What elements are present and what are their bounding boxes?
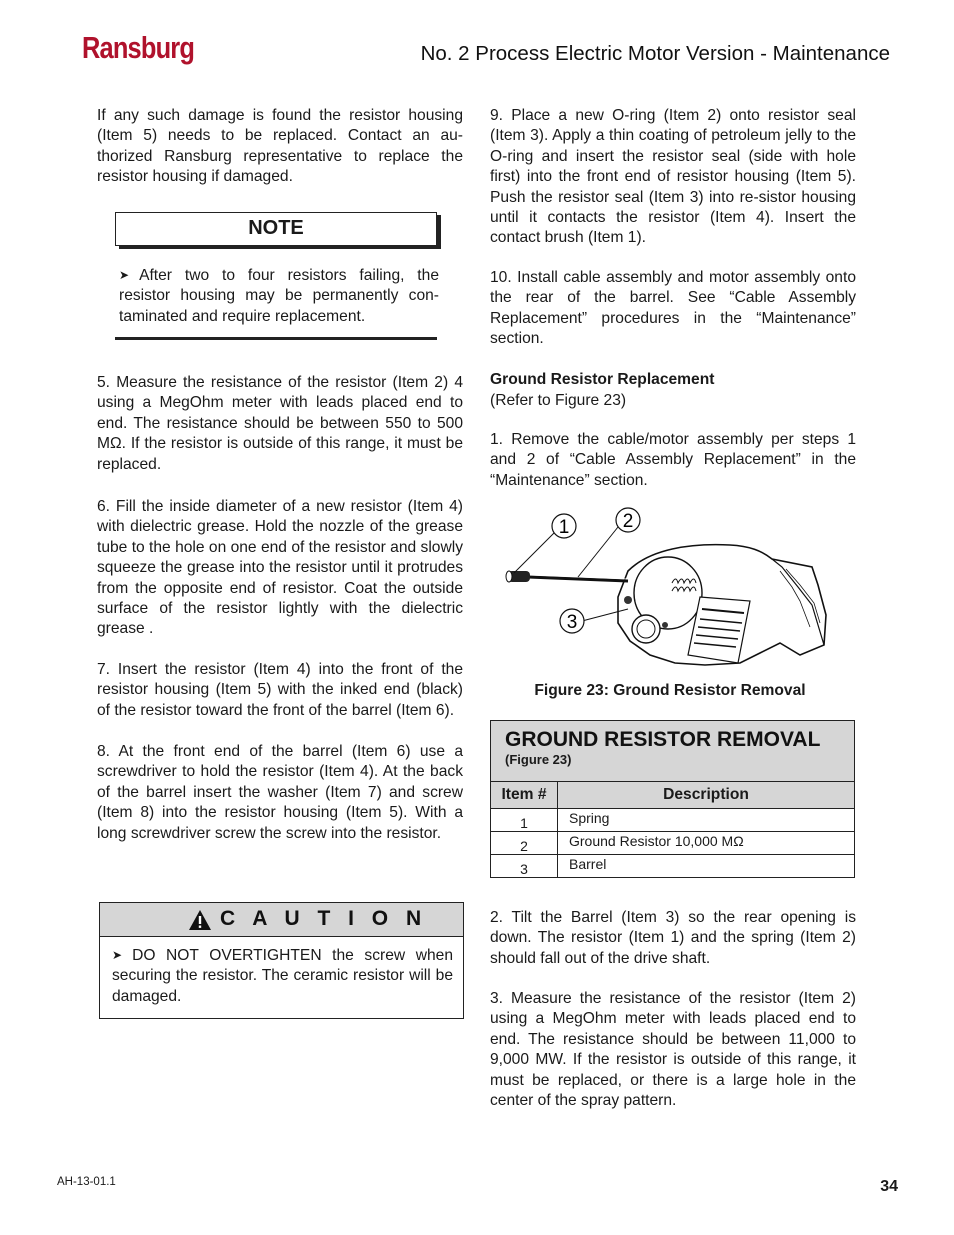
table-row bbox=[491, 855, 854, 877]
page-number: 34 bbox=[880, 1178, 898, 1195]
column-header-description: Description bbox=[663, 786, 749, 803]
table-header bbox=[491, 721, 854, 782]
step-8: 8. At the front end of the barrel (Item 6) use a screwdriver to hold the resistor (Item 4). At the back of the barrel insert the washer (Item 7) and screw (Item 8) into the resistor housing (Item 5). With a long screwdriver screw the screw into the resistor. bbox=[97, 743, 463, 842]
table-column-headers bbox=[491, 782, 854, 809]
step-7: 7. Insert the resistor (Item 4) into the front of the resistor housing (Item 5) with the inked end (black) of the resistor toward the front of the barrel (Item 6). bbox=[97, 661, 463, 719]
section-heading: Ground Resistor Replacement bbox=[490, 371, 715, 388]
brand-logo: Ransburg bbox=[82, 30, 195, 65]
table-subtitle: (Figure 23) bbox=[505, 752, 572, 767]
ground-resistor-figure bbox=[500, 505, 830, 675]
callout-2: 2 bbox=[622, 511, 634, 532]
step-6: 6. Fill the inside diameter of a new resistor (Item 4) with dielectric grease. Hold the nozzle of the grease tube to the hole on one end of the resistor and slowly squeeze the grease into the resistor until it protrudes from the opposite end of resistor. Coat the outside surface of the resistor lightly with the dielectric grease . bbox=[97, 498, 463, 638]
table-row bbox=[491, 809, 854, 832]
caution-text-block bbox=[100, 937, 463, 1007]
caution-header bbox=[100, 903, 463, 937]
step-5: 5. Measure the resistance of the resistor (Item 2) 4 using a MegOhm meter with leads placed end to end. The resistance should be between 550 to 500 MΩ. If the resistor is outside of this range, it must be replaced. bbox=[97, 374, 463, 473]
arrow-bullet-icon: ➤ bbox=[119, 268, 130, 282]
step-9: 9. Place a new O-ring (Item 2) onto resistor seal (Item 3). Apply a thin coating of petroleum jelly to the O-ring and insert the resistor seal (side with hole first) into the front end of resistor housing (Item 5). Push the resistor seal (Item 3) into re-sistor housing until it contacts the resistor (Item 4). Insert the contact brush (Item 1). bbox=[490, 107, 856, 247]
warning-icon bbox=[188, 909, 212, 931]
note-text: After two to four resistors failing, the resistor housing may be permanently con-taminated and require replacement. bbox=[119, 267, 439, 325]
callout-1: 1 bbox=[558, 517, 570, 538]
note-divider bbox=[115, 337, 437, 340]
removal-step-1: 1. Remove the cable/motor assembly per steps 1 and 2 of “Cable Assembly Replacement” in the “Maintenance” section. bbox=[490, 431, 856, 489]
row-item-number: 3 bbox=[491, 855, 558, 877]
note-text-block bbox=[119, 265, 439, 327]
row-item-number: 1 bbox=[491, 809, 558, 831]
row-item-number: 2 bbox=[491, 832, 558, 854]
column-header-item: Item # bbox=[491, 782, 558, 808]
caution-title: C A U T I O N bbox=[220, 907, 428, 930]
page-header-title: No. 2 Process Electric Motor Version - Maintenance bbox=[420, 42, 890, 65]
row-description: Ground Resistor 10,000 MΩ bbox=[569, 833, 744, 849]
table-title: GROUND RESISTOR REMOVAL bbox=[505, 728, 821, 751]
removal-step-3: 3. Measure the resistance of the resistor (Item 2) using a MegOhm meter with leads placed end to end. The resistance should be between 11,000 to 9,000 MW. If the resistor is outside of this range, it must be replaced, or there is a large hole in the center of the spray pattern. bbox=[490, 990, 856, 1110]
table-row bbox=[491, 832, 854, 855]
document-id: AH-13-01.1 bbox=[57, 1176, 116, 1188]
note-heading: NOTE bbox=[115, 212, 437, 246]
callout-3: 3 bbox=[566, 612, 578, 633]
figure-caption: Figure 23: Ground Resistor Removal bbox=[534, 682, 806, 699]
row-description: Barrel bbox=[569, 856, 607, 872]
row-description: Spring bbox=[569, 810, 610, 826]
caution-text: DO NOT OVERTIGHTEN the screw when securing the resistor. The ceramic resistor will be damaged. bbox=[112, 947, 453, 1005]
ground-resistor-table bbox=[490, 720, 855, 878]
step-10: 10. Install cable assembly and motor assembly onto the rear of the barrel. See “Cable Assembly Replacement” procedures in the “Maintenance” section. bbox=[490, 269, 856, 348]
caution-box bbox=[99, 902, 464, 1019]
removal-step-2: 2. Tilt the Barrel (Item 3) so the rear opening is down. The resistor (Item 1) and the spring (Item 2) should fall out of the drive shaft. bbox=[490, 909, 856, 967]
arrow-bullet-icon: ➤ bbox=[112, 948, 123, 962]
section-reference: (Refer to Figure 23) bbox=[490, 392, 627, 409]
intro-paragraph: If any such damage is found the resistor housing (Item 5) needs to be replaced. Contact an au-thorized Ransburg representative to replace the resistor housing if damaged. bbox=[97, 107, 463, 186]
